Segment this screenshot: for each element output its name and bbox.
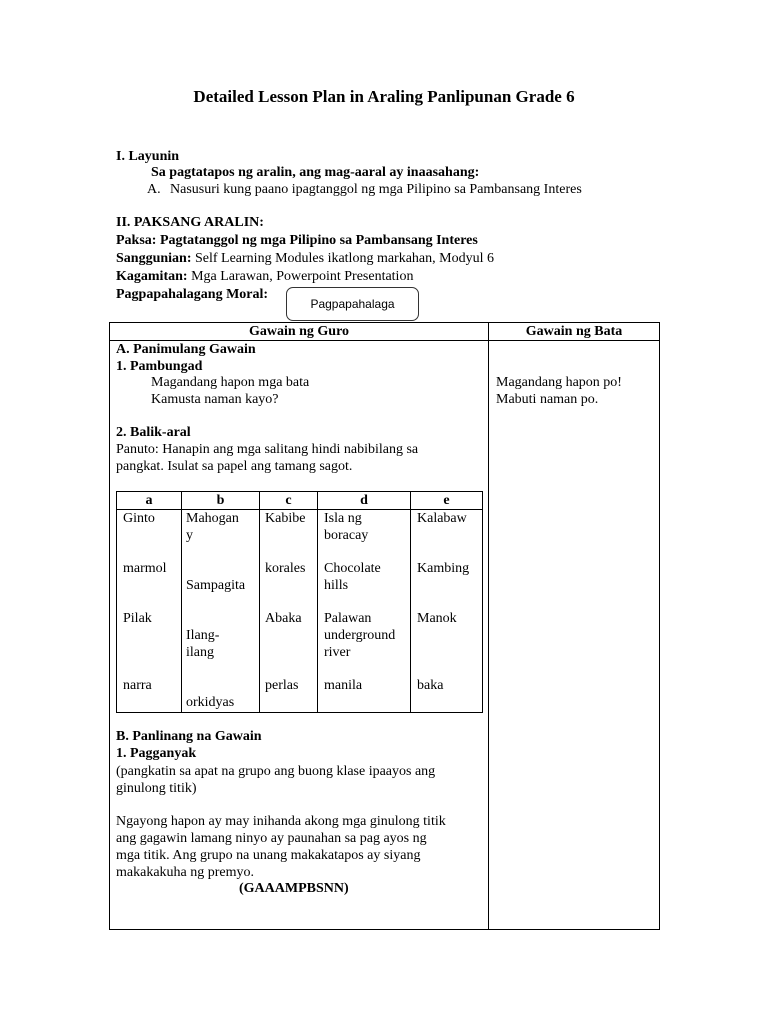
- table-cell: Ilang- ilang: [186, 628, 220, 660]
- table-cell: Pilak: [123, 611, 152, 626]
- kagamitan-value: Mga Larawan, Powerpoint Presentation: [191, 269, 414, 284]
- table-cell: orkidyas: [186, 695, 235, 710]
- col-header-bata: Gawain ng Bata: [525, 324, 623, 339]
- table-cell: Kambing: [417, 561, 470, 576]
- table-cell: marmol: [123, 561, 167, 576]
- table-cell: Manok: [417, 611, 457, 626]
- instruction-line-3: mga titik. Ang grupo na unang makakatapos ay siyang: [116, 848, 421, 863]
- student-reply-1: Magandang hapon po!: [496, 375, 622, 390]
- pagganyak-line-1: (pangkatin sa apat na grupo ang buong klase ipaayos ang: [116, 764, 436, 779]
- pagganyak-heading: 1. Pagganyak: [116, 746, 197, 761]
- col-header-e: e: [443, 493, 450, 508]
- table-cell: narra: [123, 678, 152, 693]
- panuto-line-2: pangkat. Isulat sa papel ang tamang sagot.: [116, 459, 353, 474]
- instruction-line-2: ang gagawin lamang ninyo ay paunahan sa pag ayos ng: [116, 831, 427, 846]
- document-title: Detailed Lesson Plan in Araling Panlipunan Grade 6: [193, 87, 575, 106]
- inner-col-divider: [317, 492, 318, 712]
- col-header-b: b: [216, 493, 225, 508]
- pagpapahalaga-callout: Pagpapahalaga: [286, 287, 419, 321]
- paksa-line: Paksa: Pagtatanggol ng mga Pilipino sa Pambansang Interes: [116, 233, 478, 248]
- pagganyak-line-2: ginulong titik): [116, 781, 197, 796]
- scrambled-word: (GAAAMPBSNN): [239, 881, 349, 896]
- table-cell: Sampagita: [186, 578, 246, 593]
- kagamitan-label: Kagamitan:: [116, 269, 188, 284]
- teacher-greeting-2: Kamusta naman kayo?: [151, 392, 279, 407]
- table-cell: Abaka: [265, 611, 302, 626]
- section-a-heading: A. Panimulang Gawain: [116, 342, 256, 357]
- table-cell: Chocolate hills: [324, 561, 381, 593]
- sanggunian-label: Sanggunian:: [116, 251, 192, 266]
- table-cell: baka: [417, 678, 444, 693]
- column-divider: [488, 323, 489, 929]
- col-header-d: d: [360, 493, 368, 508]
- paksang-aralin-heading: II. PAKSANG ARALIN:: [116, 215, 264, 230]
- table-cell: manila: [324, 678, 363, 693]
- table-cell: Kabibe: [265, 511, 306, 526]
- table-cell: korales: [265, 561, 306, 576]
- layunin-item-marker: A.: [147, 182, 161, 197]
- inner-col-divider: [259, 492, 260, 712]
- sanggunian-value: Self Learning Modules ikatlong markahan, Modyul 6: [194, 251, 494, 266]
- inner-col-divider: [410, 492, 411, 712]
- section-b-heading: B. Panlinang na Gawain: [116, 729, 262, 744]
- instruction-line-4: makakakuha ng premyo.: [116, 865, 255, 880]
- table-cell: perlas: [265, 678, 299, 693]
- table-cell: Kalabaw: [417, 511, 467, 526]
- col-header-guro: Gawain ng Guro: [248, 324, 350, 339]
- table-cell: Mahogan y: [186, 511, 239, 543]
- table-cell: Ginto: [123, 511, 155, 526]
- panuto-line-1: Panuto: Hanapin ang mga salitang hindi nabibilang sa: [116, 442, 419, 457]
- balik-aral-heading: 2. Balik-aral: [116, 425, 191, 440]
- pagpapahalaga-label: Pagpapahalagang Moral:: [116, 287, 269, 302]
- layunin-heading: I. Layunin: [116, 149, 180, 164]
- table-cell: Isla ng boracay: [324, 511, 369, 543]
- inner-col-divider: [181, 492, 182, 712]
- teacher-greeting-1: Magandang hapon mga bata: [151, 375, 310, 390]
- col-header-a: a: [145, 493, 153, 508]
- instruction-line-1: Ngayong hapon ay may inihanda akong mga ginulong titik: [116, 814, 446, 829]
- kagamitan-line: [116, 268, 413, 286]
- layunin-intro: Sa pagtatapos ng aralin, ang mag-aaral ay inaasahang:: [151, 165, 480, 180]
- balik-aral-table: [116, 491, 483, 713]
- layunin-item-text: Nasusuri kung paano ipagtanggol ng mga Pilipino sa Pambansang Interes: [170, 182, 582, 197]
- pambungad-heading: 1. Pambungad: [116, 359, 203, 374]
- student-reply-2: Mabuti naman po.: [496, 392, 599, 407]
- table-cell: Palawan underground river: [324, 611, 396, 660]
- col-header-c: c: [285, 493, 292, 508]
- sanggunian-line: [116, 250, 494, 268]
